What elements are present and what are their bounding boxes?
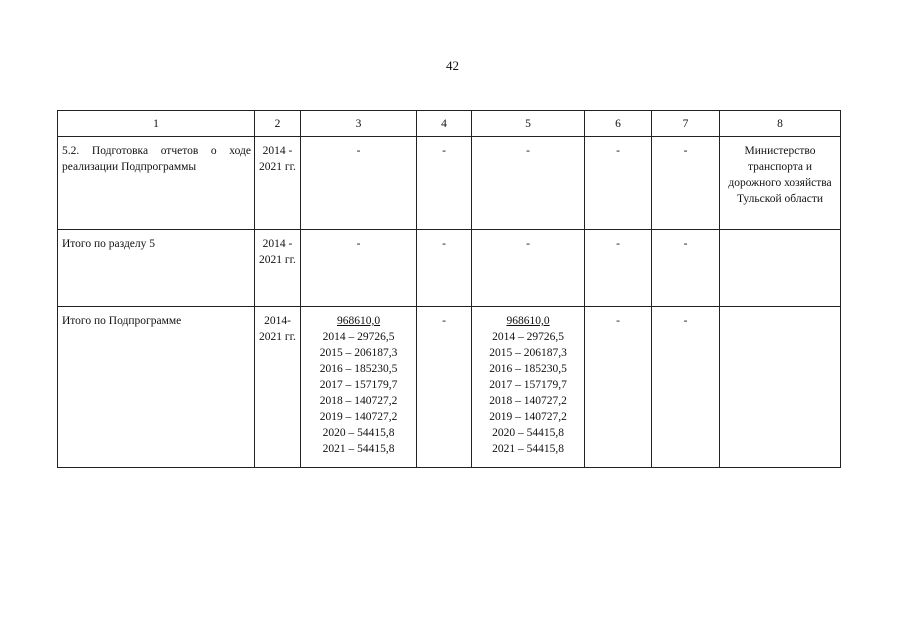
section-total-label: Итого по разделу 5 <box>58 230 255 307</box>
column-header: 6 <box>585 111 652 137</box>
amount-breakdown-cell <box>301 307 417 468</box>
total-amount: 968610,0 <box>506 315 550 327</box>
amount-cell: - <box>652 230 720 307</box>
executor-cell <box>720 230 841 307</box>
column-header: 5 <box>472 111 585 137</box>
year-amount: 2014 – 29726,5 <box>322 331 395 343</box>
year-amount: 2016 – 185230,5 <box>489 363 567 375</box>
column-header: 3 <box>301 111 417 137</box>
amount-cell: - <box>585 307 652 468</box>
period-cell: 2014 - 2021 гг. <box>255 230 301 307</box>
subprogram-total-label: Итого по Подпрограмме <box>58 307 255 468</box>
year-amount: 2014 – 29726,5 <box>492 331 564 343</box>
table-row <box>58 230 841 307</box>
amount-cell: - <box>417 307 472 468</box>
year-amount: 2018 – 140727,2 <box>319 395 398 407</box>
activity-name-cell: 5.2. Подготовка отчетов о ходе реализации Подпрограммы <box>58 137 255 230</box>
amount-cell: - <box>301 230 417 307</box>
amount-cell: - <box>585 230 652 307</box>
column-header: 2 <box>255 111 301 137</box>
column-header: 4 <box>417 111 472 137</box>
column-header: 1 <box>58 111 255 137</box>
amount-cell: - <box>585 137 652 230</box>
year-amount: 2015 – 206187,3 <box>489 347 567 359</box>
year-amount: 2017 – 157179,7 <box>319 379 398 391</box>
column-header: 7 <box>652 111 720 137</box>
table-header-row <box>58 111 841 137</box>
executor-cell: Министерство транспорта и дорожного хозяйства Тульской области <box>720 137 841 230</box>
executor-cell <box>720 307 841 468</box>
amount-cell: - <box>472 230 585 307</box>
year-amount: 2020 – 54415,8 <box>492 427 564 439</box>
period-cell: 2014 - 2021 гг. <box>255 137 301 230</box>
amount-cell: - <box>472 137 585 230</box>
total-amount: 968610,0 <box>336 315 381 327</box>
year-amount: 2015 – 206187,3 <box>319 347 398 359</box>
page-number: 42 <box>446 58 459 73</box>
year-amount: 2021 – 54415,8 <box>492 443 564 455</box>
year-amount: 2018 – 140727,2 <box>489 395 567 407</box>
subprogram-budget-table <box>57 110 841 468</box>
year-amount: 2017 – 157179,7 <box>489 379 567 391</box>
year-amount: 2019 – 140727,2 <box>489 411 567 423</box>
period-cell: 2014- 2021 гг. <box>255 307 301 468</box>
amount-cell: - <box>417 230 472 307</box>
table-row <box>58 307 841 468</box>
amount-cell: - <box>417 137 472 230</box>
year-amount: 2020 – 54415,8 <box>322 427 395 439</box>
column-header: 8 <box>720 111 841 137</box>
amount-cell: - <box>652 307 720 468</box>
year-amount: 2019 – 140727,2 <box>319 411 398 423</box>
table-row <box>58 137 841 230</box>
amount-cell: - <box>301 137 417 230</box>
year-amount: 2016 – 185230,5 <box>319 363 398 375</box>
amount-breakdown-cell <box>472 307 585 468</box>
amount-cell: - <box>652 137 720 230</box>
year-amount: 2021 – 54415,8 <box>322 443 395 455</box>
